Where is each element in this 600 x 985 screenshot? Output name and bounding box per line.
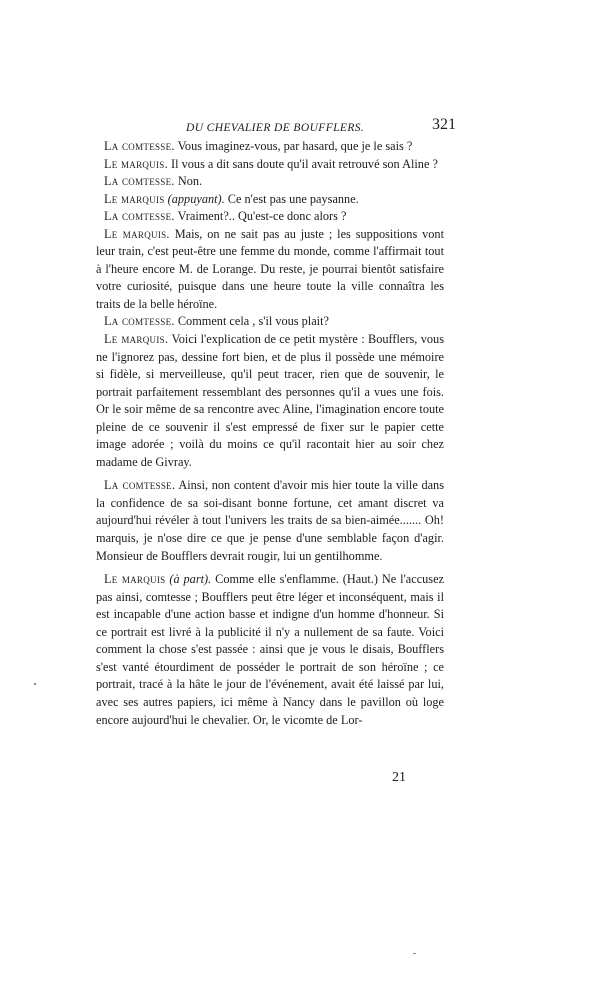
speaker-name: Le marquis — [104, 572, 166, 587]
dialogue-paragraph — [96, 191, 444, 209]
stage-direction: (à part). — [165, 572, 212, 587]
speaker-name: La comtesse. — [104, 314, 175, 329]
speaker-name: Le marquis. — [104, 156, 168, 171]
dialogue-text: Mais, on ne sait pas au juste ; les suppositions vont leur train, c'est peut-être une femme du monde, comme l'affirmait tout à l'heure encore M. de Lorange. Du reste, je pourrai bientôt satisfaire votre curiosité, puisque dans une heure toute la ville connaîtra les traits de la belle héroïne. — [96, 226, 444, 311]
body-text — [96, 138, 444, 729]
dialogue-text: Non. — [174, 174, 203, 189]
stage-direction: (appuyant). — [164, 191, 225, 206]
dialogue-paragraph — [96, 331, 444, 471]
speaker-name: Le marquis — [104, 191, 165, 206]
speaker-name: La comtesse. — [104, 174, 175, 189]
dialogue-text: Voici l'explication de ce petit mystère : Boufflers, vous ne l'ignorez pas, dessine fort bien, et de plus il possède une mémoire si fidèle, si merveilleuse, qu'il peut tracer, rien que de souvenir, le portrait parfaitement ressemblant des personnes qu'il a vues une fois. Or le soir même de sa rencontre avec Aline, l'imagination encore toute pleine de ce souvenir il s'est empressé de fixer sur le papier cette image adorée ; voilà du moins ce qu'il racontait hier au soir chez madame de Givray. — [96, 332, 444, 469]
dialogue-text: Ainsi, non content d'avoir mis hier toute la ville dans la confidence de sa soi-disant bonne fortune, cet amant discret va aujourd'hui révéler à tout l'univers les traits de sa bien-aimée....... Oh! marquis, je n'ose dire ce que je pense d'une semblable façon d'agir. Monsieur de Boufflers devrait rougir, lui un gentilhomme. — [96, 478, 444, 563]
speaker-name: Le marquis. — [104, 226, 170, 241]
speaker-name: La comtesse. — [104, 478, 176, 493]
dialogue-text: Il vous a dit sans doute qu'il avait retrouvé son Aline ? — [167, 156, 438, 171]
dialogue-text: Vous imaginez-vous, par hasard, que je le sais ? — [174, 139, 413, 153]
speaker-name: Le marquis. — [104, 332, 169, 347]
dialogue-text: Comme elle s'enflamme. (Haut.) Ne l'accusez pas ainsi, comtesse ; Boufflers peut être léger et inconséquent, mais il est incapable d'une action basse et indigne d'un homme d'honneur. Si ce portrait est livré à la publicité il n'y a nullement de sa faute. Voici comment la chose s'est passée : ainsi que je vous le disais, Boufflers s'est vanté étourdiment de posséder le portrait de son héroïne ; ce portrait, tracé à la hâte le jour de l'événement, avait été laissé par lui, avec ses autres papiers, ici même à Nancy dans le pavillon où loge encore aujourd'hui le chevalier. Or, le vicomte de Lor- — [96, 572, 445, 727]
dialogue-paragraph — [96, 138, 444, 156]
dialogue-text: Comment cela , s'il vous plait? — [174, 314, 329, 329]
page-number: 321 — [432, 116, 456, 133]
dialogue-paragraph — [96, 313, 444, 331]
speaker-name: La comtesse. — [104, 209, 175, 224]
speaker-name: La comtesse. — [104, 139, 175, 153]
dialogue-paragraph — [96, 156, 444, 174]
paper-speck — [413, 953, 416, 954]
signature-mark: 21 — [392, 770, 406, 785]
paper-speck — [34, 683, 36, 685]
page-header — [186, 116, 456, 138]
dialogue-paragraph — [96, 173, 444, 191]
dialogue-paragraph — [96, 208, 444, 226]
dialogue-text: Vraiment?.. Qu'est-ce donc alors ? — [174, 209, 347, 224]
dialogue-paragraph — [96, 477, 444, 565]
running-title: DU CHEVALIER DE BOUFFLERS. — [186, 122, 365, 134]
dialogue-paragraph — [96, 571, 444, 729]
dialogue-text: Ce n'est pas une paysanne. — [224, 191, 359, 206]
dialogue-paragraph — [96, 226, 444, 314]
